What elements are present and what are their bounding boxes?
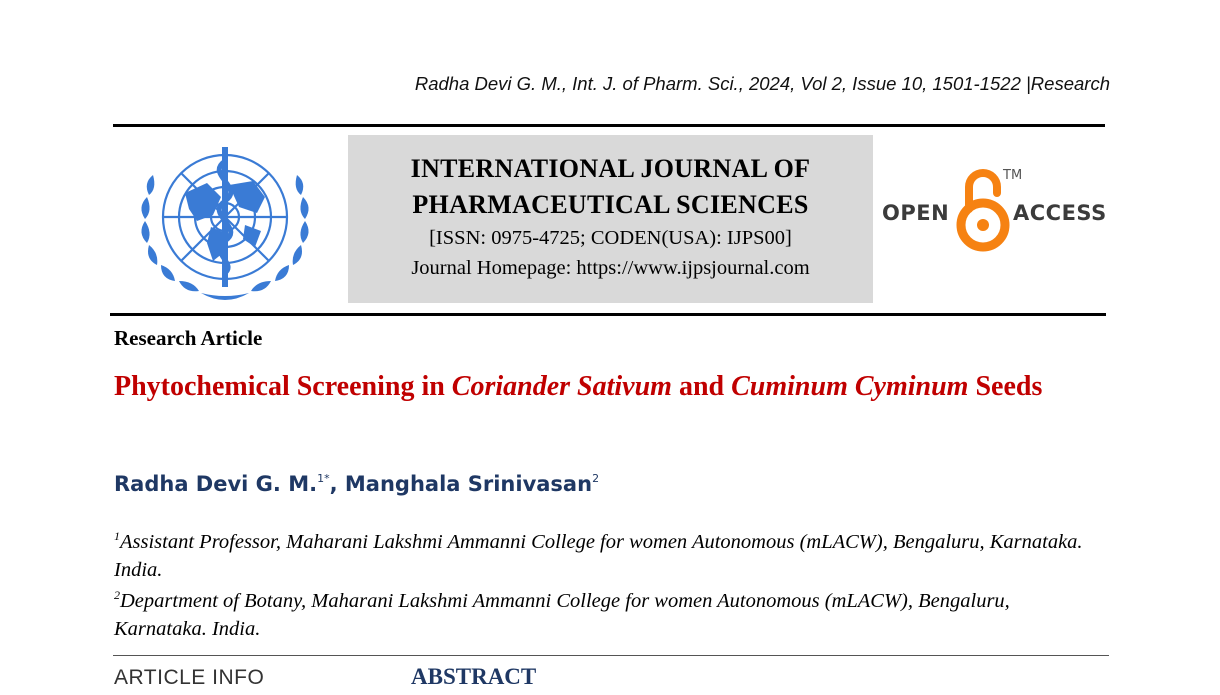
- journal-name-line2: PHARMACEUTICAL SCIENCES: [412, 190, 809, 219]
- affiliation-2: [114, 581, 1104, 643]
- journal-name-line1: INTERNATIONAL JOURNAL OF: [410, 154, 811, 183]
- header-rule-top: [113, 124, 1105, 127]
- open-access-open-text: OPEN: [882, 201, 950, 225]
- author-superscript: 2: [592, 472, 600, 485]
- article-info-rule: [113, 655, 1109, 656]
- affiliation-1: [114, 522, 1104, 584]
- running-header: Radha Devi G. M., Int. J. of Pharm. Sci., 2024, Vol 2, Issue 10, 1501-1522 |Research: [414, 73, 1110, 94]
- title-part2: and: [671, 371, 732, 402]
- affiliation-text: Department of Botany, Maharani Lakshmi Ammanni College for women Autonomous (mLACW), Bengaluru, Karnataka. India.: [114, 589, 1010, 640]
- title-species1: Coriander Sativum: [451, 371, 672, 402]
- journal-homepage[interactable]: Journal Homepage: https://www.ijpsjournal.com: [411, 257, 810, 279]
- author-name[interactable]: Radha Devi G. M.: [114, 472, 318, 496]
- affiliation-superscript: 1: [114, 529, 120, 543]
- affiliation-text: Assistant Professor, Maharani Lakshmi Ammanni College for women Autonomous (mLACW), Bengaluru, Karnataka. India.: [114, 530, 1083, 581]
- author-name[interactable]: Manghala Srinivasan: [344, 472, 593, 496]
- journal-title-box: [348, 135, 873, 303]
- open-access-logo: [880, 165, 1110, 255]
- author-list: [114, 472, 599, 496]
- journal-issn: [ISSN: 0975-4725; CODEN(USA): IJPS00]: [429, 227, 792, 249]
- header-rule-bottom: [110, 313, 1106, 316]
- author-superscript: 1*: [317, 472, 330, 485]
- title-species2: Cuminum Cyminum: [731, 371, 969, 402]
- author-separator: ,: [329, 472, 345, 496]
- article-type: Research Article: [114, 326, 263, 350]
- trademark-mark: TM: [1003, 168, 1023, 183]
- article-title: [114, 366, 1104, 408]
- abstract-heading: ABSTRACT: [411, 664, 537, 689]
- who-emblem-logo: [125, 135, 325, 307]
- title-part1: Phytochemical Screening in: [114, 371, 452, 402]
- article-info-heading: ARTICLE INFO: [114, 666, 265, 689]
- open-access-access-text: ACCESS: [1013, 201, 1107, 225]
- affiliation-superscript: 2: [114, 588, 120, 602]
- title-part3: Seeds: [968, 371, 1043, 402]
